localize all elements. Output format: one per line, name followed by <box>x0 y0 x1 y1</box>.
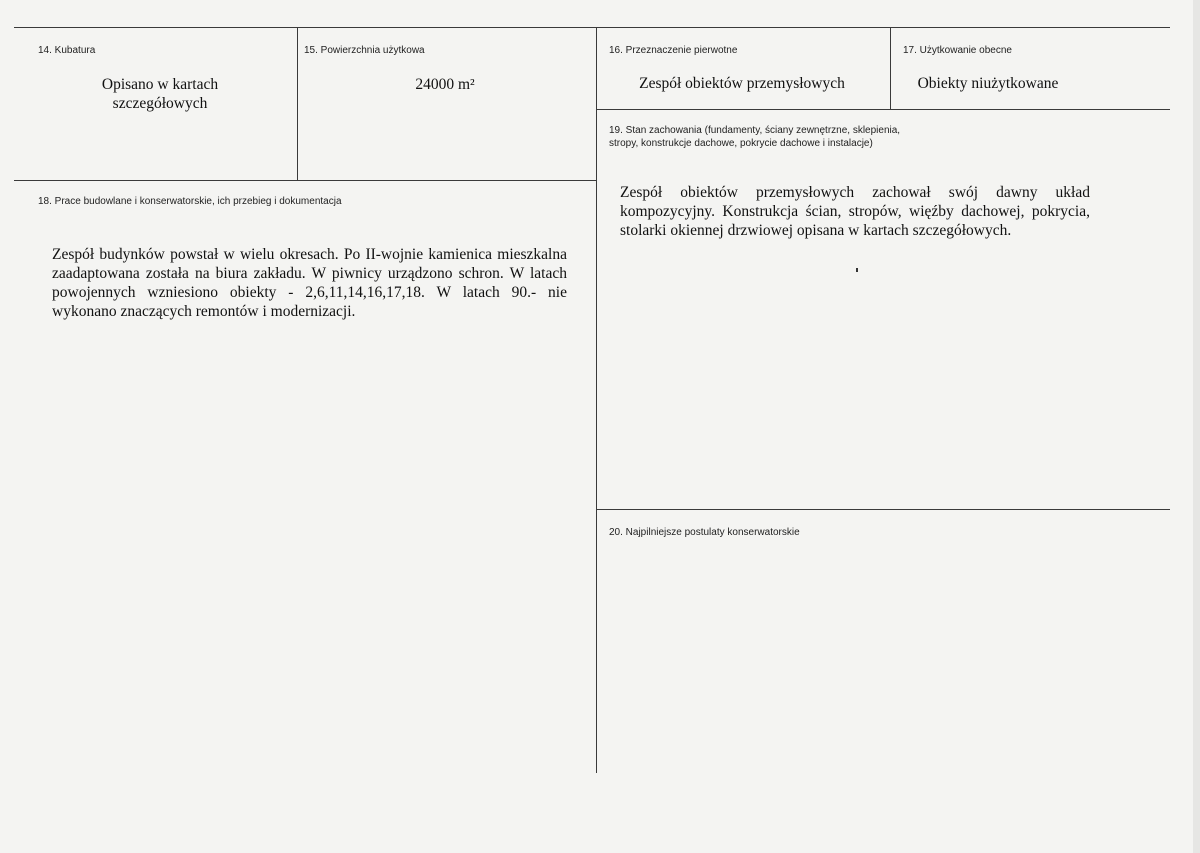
field-16-value: Zespół obiektów przemysłowych <box>639 75 845 92</box>
field-15-label: 15. Powierzchnia użytkowa <box>304 45 425 56</box>
scan-edge <box>1193 0 1200 853</box>
divider-14-15 <box>297 27 298 180</box>
divider-16-17 <box>890 27 891 110</box>
row-divider-14-18 <box>14 180 596 181</box>
field-19-text: Zespół obiektów przemysłowych zachował swój dawny układ kompozycyjny. Konstrukcja ścian, stropów, więźby dachowej, pokrycia, stolarki okiennej drzwiowej opisana w kartach szczegółowych. <box>620 184 1090 239</box>
field-15-value: 24000 m² <box>415 76 475 93</box>
field-17-value: Obiekty niużytkowane <box>917 75 1059 92</box>
field-14-label: 14. Kubatura <box>38 45 96 56</box>
divider-main <box>596 27 597 773</box>
field-18-text: Zespół budynków powstał w wielu okresach. Po II-wojnie kamienica mieszkalna zaadaptowana została na biura zakładu. W piwnicy urządzono schron. W latach powojennych wzniesiono obiekty - 2,6,11,14,16,17,18. W latach 90.- nie wykonano znaczących remontów i modernizacji. <box>52 246 567 320</box>
top-border <box>14 27 1170 28</box>
field-19-label: 19. Stan zachowania (fundamenty, ściany zewnętrzne, sklepienia, stropy, konstrukcje dachowe, pokrycie dachowe i instalacje) <box>609 125 901 149</box>
field-20-label: 20. Najpilniejsze postulaty konserwatorskie <box>609 527 800 538</box>
field-14-value: Opisano w kartach szczegółowych <box>101 76 219 112</box>
field-18-label: 18. Prace budowlane i konserwatorskie, ich przebieg i dokumentacja <box>38 196 342 207</box>
row-divider-16-19 <box>596 109 1170 110</box>
field-16-label: 16. Przeznaczenie pierwotne <box>609 45 738 56</box>
row-divider-19-20 <box>596 509 1170 510</box>
field-17-label: 17. Użytkowanie obecne <box>903 45 1012 56</box>
stray-mark <box>856 268 858 272</box>
